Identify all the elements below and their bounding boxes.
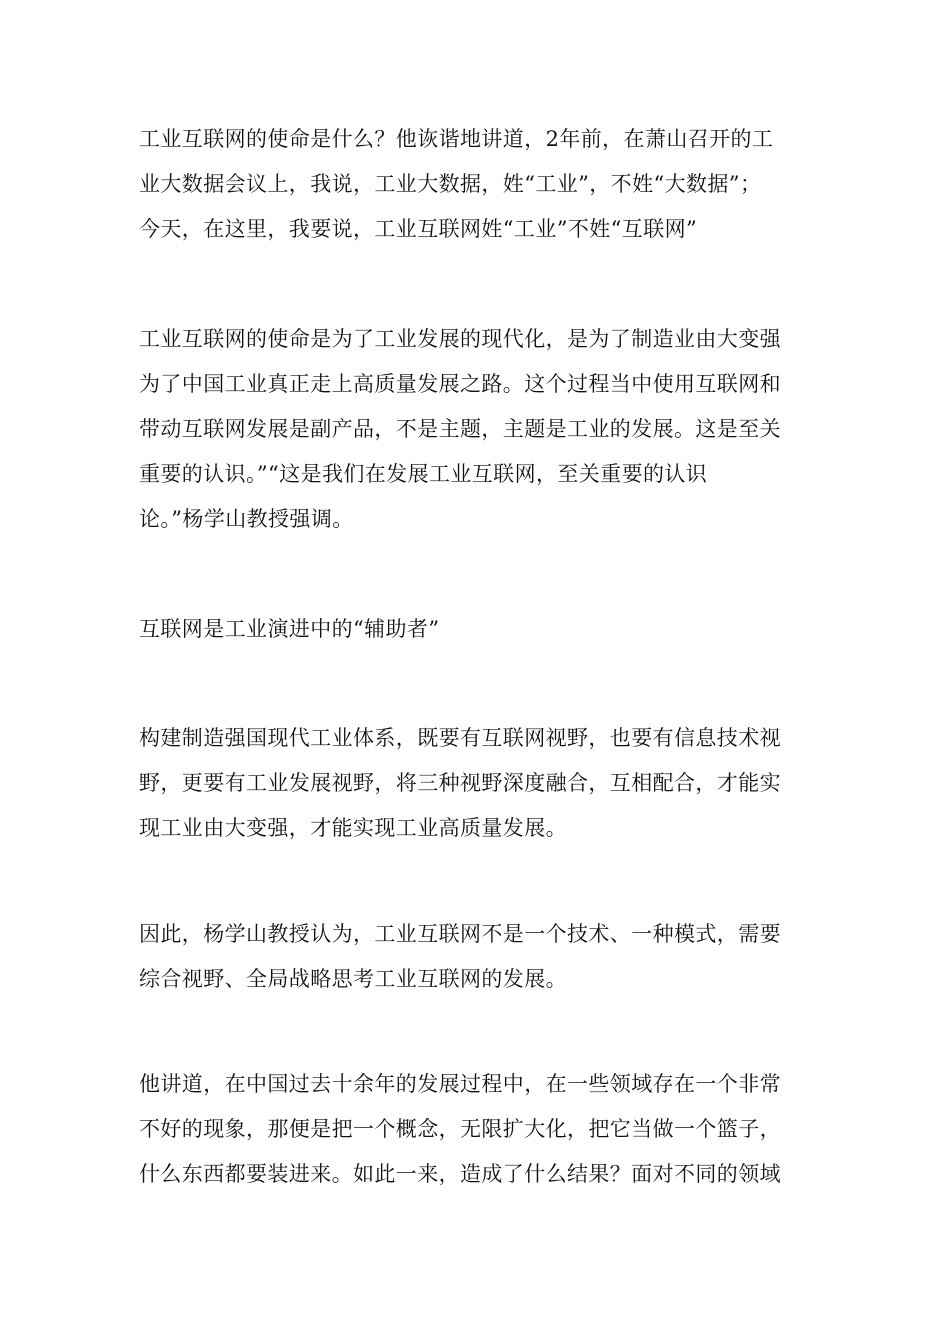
section-heading — [139, 607, 819, 652]
text-line: 重要的认识。”“这是我们在发展工业互联网，至关重要的认识 — [139, 462, 708, 486]
paragraph-mission-question — [139, 117, 819, 252]
paragraph-concept-expansion — [139, 1062, 819, 1197]
section-heading-text: 互联网是工业演进中的“辅助者” — [139, 617, 440, 641]
text-line: 野，更要有工业发展视野，将三种视野深度融合，互相配合，才能实 — [139, 771, 781, 795]
text-line: 因此，杨学山教授认为，工业互联网不是一个技术、一种模式，需要 — [139, 922, 781, 946]
text-line: 现工业由大变强，才能实现工业高质量发展。 — [139, 816, 567, 840]
text-line: 工业互联网的使命是为了工业发展的现代化，是为了制造业由大变强 — [139, 327, 781, 351]
paragraph-comprehensive-view — [139, 912, 819, 1002]
text-line: 他讲道，在中国过去十余年的发展过程中，在一些领域存在一个非常 — [139, 1072, 781, 1096]
text-line: 工业互联网的使命是什么？他诙谐地讲道，2年前，在萧山召开的工 — [139, 127, 774, 151]
text-line: 业大数据会议上，我说，工业大数据，姓“工业”，不姓“大数据”； — [139, 172, 762, 196]
text-line: 不好的现象，那便是把一个概念，无限扩大化，把它当做一个篮子， — [139, 1117, 781, 1141]
text-line: 带动互联网发展是副产品，不是主题，主题是工业的发展。这是至关 — [139, 417, 781, 441]
text-line: 什么东西都要装进来。如此一来，造成了什么结果？面对不同的领域 — [139, 1162, 781, 1186]
paragraph-manufacturing-vision — [139, 716, 819, 851]
text-line: 为了中国工业真正走上高质量发展之路。这个过程当中使用互联网和 — [139, 372, 781, 396]
paragraph-mission-answer — [139, 317, 819, 542]
text-line: 综合视野、全局战略思考工业互联网的发展。 — [139, 967, 567, 991]
text-line: 构建制造强国现代工业体系，既要有互联网视野，也要有信息技术视 — [139, 726, 781, 750]
text-line: 今天，在这里，我要说，工业互联网姓“工业”不姓“互联网” — [139, 217, 698, 241]
text-line: 论。”杨学山教授强调。 — [139, 507, 354, 531]
